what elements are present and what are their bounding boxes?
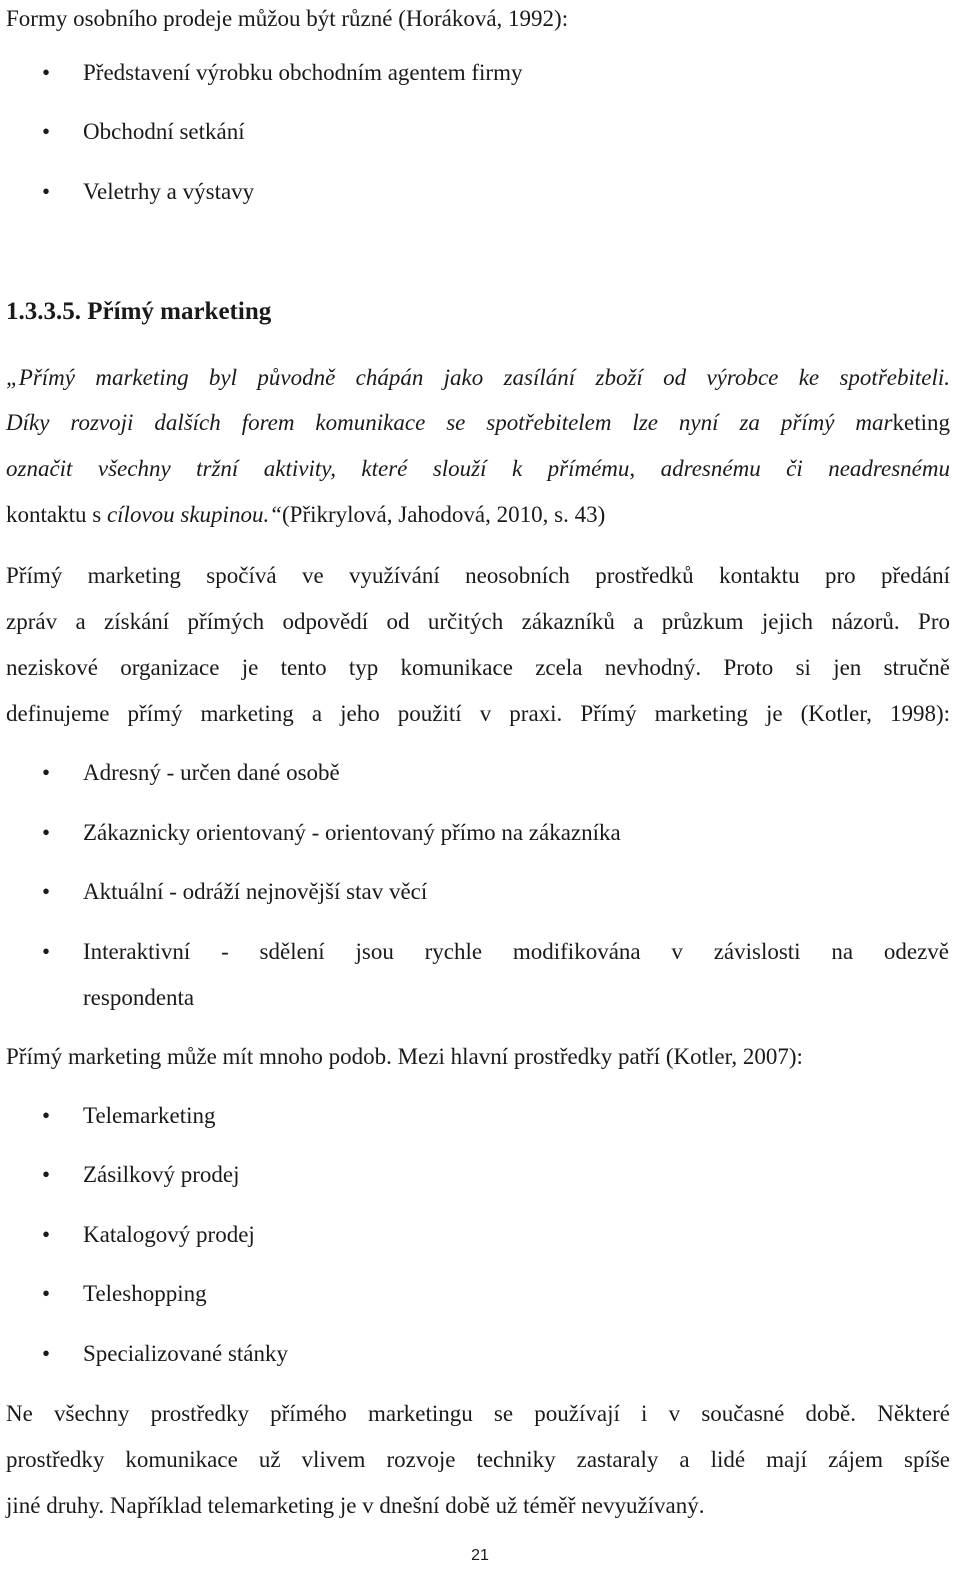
list-item-text: Obchodní setkání — [83, 119, 245, 144]
bullet-icon: • — [42, 1103, 51, 1128]
intro-text: Formy osobního prodeje můžou být různé (Horáková, 1992): — [6, 6, 569, 31]
paragraph-line: Přímý marketing může mít mnoho podob. Mezi hlavní prostředky patří (Kotler, 2007): — [6, 1044, 803, 1069]
list-item — [0, 1279, 960, 1309]
list-item-text: Telemarketing — [83, 1103, 216, 1128]
paragraph-line: jiné druhy. Například telemarketing je v dnešní době už téměř nevyužívaný. — [6, 1493, 705, 1518]
quote-text: kontaktu s — [6, 502, 107, 527]
list-item-text: Interaktivní - sdělení jsou rychle modifikována v závislosti na odezvě — [83, 939, 949, 964]
list-item — [0, 1101, 960, 1131]
bullet-icon: • — [42, 760, 51, 785]
quote-line: „Přímý marketing byl původně chápán jako zasílání zboží od výrobce ke spotřebiteli. — [6, 365, 950, 390]
citation: (Přikrylová, Jahodová, 2010, s. 43) — [282, 502, 606, 527]
quote-text: cílovou skupinou.“ — [106, 502, 282, 527]
list-item-continuation — [0, 983, 960, 1013]
list-item — [0, 818, 960, 848]
quote-line: označit všechny tržní aktivity, které slouží k přímému, adresnému či neadresnému — [6, 456, 950, 481]
list-item-text: Představení výrobku obchodním agentem firmy — [83, 60, 523, 85]
paragraph-line: zpráv a získání přímých odpovědí od určitých zákazníků a průzkum jejich názorů. Pro — [6, 609, 950, 634]
quote-text: Díky rozvoji dalších forem komunikace se spotřebitelem lze nyní za přímý mar — [6, 410, 893, 435]
list-item — [0, 1220, 960, 1250]
bullet-icon: • — [42, 1341, 51, 1366]
bullet-icon: • — [42, 820, 51, 845]
list-item — [0, 1160, 960, 1190]
quote-text: keting — [892, 410, 950, 435]
list-item-text: Adresný - určen dané osobě — [83, 760, 340, 785]
quote-line — [6, 500, 605, 530]
bullet-icon: • — [42, 60, 51, 85]
bullet-icon: • — [42, 939, 51, 964]
list-item — [0, 117, 960, 147]
list-item-text: Katalogový prodej — [83, 1222, 255, 1247]
list-item-text: Specializované stánky — [83, 1341, 289, 1366]
quote-line — [6, 408, 950, 438]
list-item-text: Teleshopping — [83, 1281, 207, 1306]
paragraph-line: Přímý marketing spočívá ve využívání neosobních prostředků kontaktu pro předání — [6, 563, 950, 588]
list-item — [0, 1339, 960, 1369]
bullet-icon: • — [42, 1162, 51, 1187]
list-item — [0, 177, 960, 207]
list-item-text: respondenta — [83, 985, 195, 1010]
list-item — [0, 758, 960, 788]
bullet-icon: • — [42, 1222, 51, 1247]
list-item-text: Veletrhy a výstavy — [83, 179, 255, 204]
page-number: 21 — [471, 1547, 489, 1564]
paragraph-line: neziskové organizace je tento typ komunikace zcela nevhodný. Proto si jen stručně — [6, 655, 950, 680]
bullet-icon: • — [42, 879, 51, 904]
section-heading: 1.3.3.5. Přímý marketing — [6, 298, 272, 325]
paragraph-line: Ne všechny prostředky přímého marketingu se používají i v současné době. Některé — [6, 1401, 950, 1426]
bullet-icon: • — [42, 1281, 51, 1306]
paragraph-line: prostředky komunikace už vlivem rozvoje techniky zastaraly a lidé mají zájem spíše — [6, 1447, 950, 1472]
bullet-icon: • — [42, 179, 51, 204]
list-item — [0, 58, 960, 88]
bullet-icon: • — [42, 119, 51, 144]
list-item — [0, 877, 960, 907]
list-item — [0, 937, 960, 967]
list-item-text: Zákaznicky orientovaný - orientovaný přímo na zákazníka — [83, 820, 621, 845]
list-item-text: Aktuální - odráží nejnovější stav věcí — [83, 879, 428, 904]
paragraph-line: definujeme přímý marketing a jeho použití v praxi. Přímý marketing je (Kotler, 1998): — [6, 701, 950, 726]
list-item-text: Zásilkový prodej — [83, 1162, 240, 1187]
